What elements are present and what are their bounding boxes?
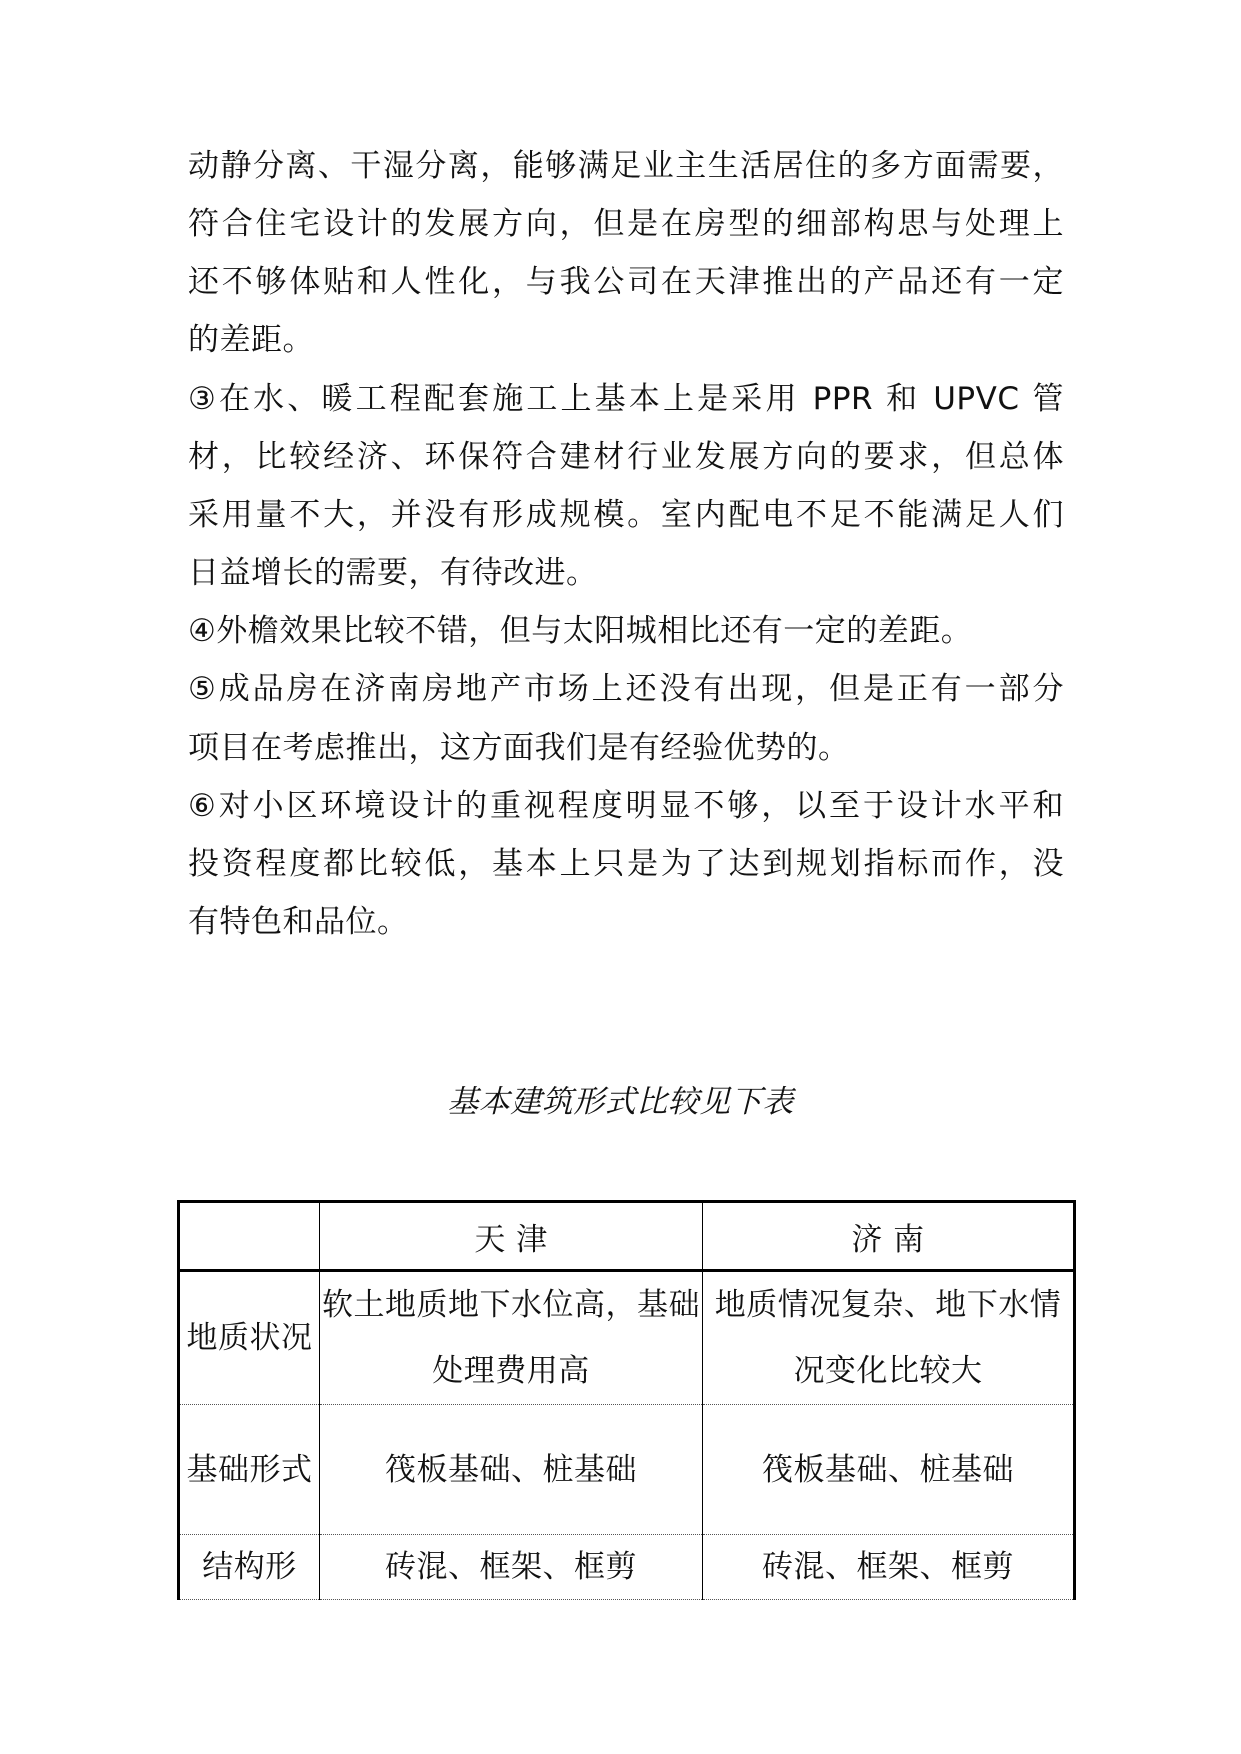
comparison-table bbox=[177, 1200, 1076, 1600]
cell-tianjin: 筏板基础、桩基础 bbox=[320, 1405, 703, 1535]
row-label: 结构形 bbox=[179, 1535, 320, 1600]
text-line: 动静分离、干湿分离，能够满足业主生活居住的多方面需要， bbox=[188, 148, 1064, 184]
cell-jinan: 砖混、框架、框剪 bbox=[703, 1535, 1075, 1600]
table-caption: 基本建筑形式比较见下表 bbox=[447, 1084, 794, 1120]
header-cell-tianjin: 天 津 bbox=[320, 1202, 703, 1271]
text-line: ⑤成品房在济南房地产市场上还没有出现，但是正有一部分 bbox=[188, 671, 1064, 708]
text-line: 的差距。 bbox=[188, 322, 314, 359]
text-line: 项目在考虑推出，这方面我们是有经验优势的。 bbox=[188, 729, 850, 766]
text-line: ⑥对小区环境设计的重视程度明显不够，以至于设计水平和 bbox=[188, 787, 1064, 824]
header-cell-empty bbox=[179, 1202, 320, 1271]
text-line: ④外檐效果比较不错，但与太阳城相比还有一定的差距。 bbox=[188, 613, 973, 650]
table-row bbox=[179, 1535, 1075, 1600]
text-line: 有特色和品位。 bbox=[188, 903, 409, 940]
text-line: 采用量不大，并没有形成规模。室内配电不足不能满足人们 bbox=[188, 496, 1064, 533]
text-line: 日益增长的需要，有待改进。 bbox=[188, 555, 598, 592]
cell-jinan: 地质情况复杂、地下水情况变化比较大 bbox=[703, 1271, 1075, 1405]
header-cell-jinan: 济 南 bbox=[703, 1202, 1075, 1271]
text-line: 投资程度都比较低，基本上只是为了达到规划指标而作，没 bbox=[188, 845, 1064, 882]
row-label: 地质状况 bbox=[179, 1271, 320, 1405]
text-line: 还不够体贴和人性化，与我公司在天津推出的产品还有一定 bbox=[188, 264, 1064, 301]
row-label: 基础形式 bbox=[179, 1405, 320, 1535]
cell-jinan: 筏板基础、桩基础 bbox=[703, 1405, 1075, 1535]
cell-tianjin: 砖混、框架、框剪 bbox=[320, 1535, 703, 1600]
text-line: 材，比较经济、环保符合建材行业发展方向的要求，但总体 bbox=[188, 438, 1064, 475]
table-row bbox=[179, 1405, 1075, 1535]
table-row bbox=[179, 1271, 1075, 1405]
text-line: 符合住宅设计的发展方向，但是在房型的细部构思与处理上 bbox=[188, 206, 1064, 243]
cell-tianjin: 软土地质地下水位高，基础处理费用高 bbox=[320, 1271, 703, 1405]
table-header-row bbox=[179, 1202, 1075, 1271]
text-line: ③在水、暖工程配套施工上基本上是采用 PPR 和 UPVC 管 bbox=[188, 380, 1064, 417]
